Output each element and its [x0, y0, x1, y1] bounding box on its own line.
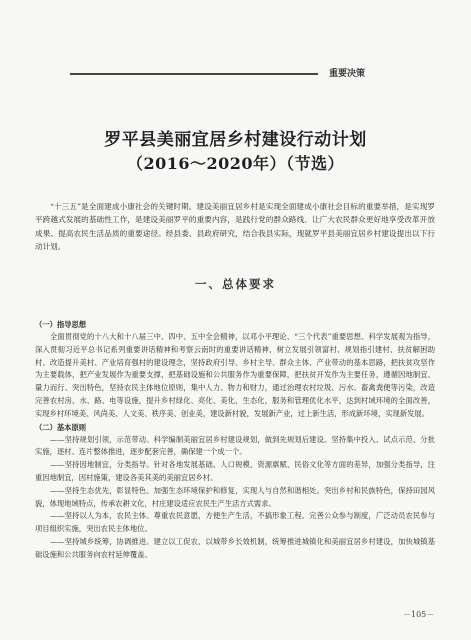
- paragraph: ——坚持以人为本，农民主体。尊重农民意愿，方便生产生活，不搞形象工程。完善公众参与制度，广泛动员农民参与项目组织实施，突出农民主体地位。: [35, 511, 435, 534]
- subsection-heading: （二）基本原则: [35, 422, 87, 432]
- section-heading: 一、总体要求: [195, 277, 276, 291]
- paragraph: ——坚持生态优先，彰显特色。加强生态环境保护和修复，实现人与自然和谐相处。突出乡村和民族特色，保持田园风貌，体现地域特点，传承农耕文化，村庄建设适应农民生产生活方式需求。: [35, 485, 435, 508]
- paragraph: 全面贯彻党的十八大和十八届三中、四中、五中全会精神，以邓小平理论、“三个代表”重要思想、科学发展观为指导，深入贯彻习近平总书记系列重要讲话精神和考察云南时的重要讲话精神，树立发展引领富村、规划指引建村、扶贫解困助村、改造提升美村、产业培育强村的建设理念，坚持政府引导、乡村主导、群众主体、产业带动的基本思路，把扶贫攻坚作为主要载体，把产业发展作为重要支撑，把基础设施和公共服务作为重要保障，把扶贫开发作为主要任务，遵循因地制宜、量力而行、突出特色，坚持农民主体地位原则，集中人力、物力和财力，通过治理农村垃圾、污水、畜禽粪便等污染，改造完善农村房、水、路、电等设施，提升乡村绿化、亮化、美化、生态化，服务和管理优化水平，达到村域环境的全面改善，实现乡村环境美、风尚美、人文美、秩序美、创业美，建设新村貌，发展新产业，过上新生活，形成新环境，实现新发展。: [35, 332, 435, 418]
- document-title: 罗平县美丽宜居乡村建设行动计划: [104, 130, 367, 150]
- page-number: －105－: [403, 610, 435, 619]
- section-tag: 重要决策: [329, 69, 366, 79]
- intro-paragraph: “十三五”是全面建成小康社会的关键时期。建设美丽宜居乡村是实现全面建成小康社会目标的重要举措，是实现罗平跨越式发展的基础性工作，是建设美丽罗平的重要内容，是践行党的群众路线、让广大农民群众更好地享受改革开放成果、提高农民生活品质的重要途径。经县委、县政府研究，结合我县实际，现就罗平县美丽宜居乡村建设提出以下行动计划。: [35, 202, 435, 251]
- body-text: [35, 318, 435, 562]
- paragraph: ——坚持因地制宜，分类指导。针对各地发展基础、人口规模、资源禀赋、民俗文化等方面的差异，加强分类指导，注重因地制宜，因村施策，建设各美其美的美丽宜居乡村。: [35, 460, 435, 482]
- paragraph: ——坚持城乡统筹，协调推进。建立以工促农、以城带乡长效机制，统筹推进城镇化和美丽宜居乡村建设，加快城镇基础设施和公共服务向农村延伸覆盖。: [35, 536, 435, 559]
- subsection-heading: （一）指导思想: [35, 320, 87, 329]
- header-rule: [70, 73, 318, 75]
- document-subtitle: （2016～2020年）（节选）: [126, 154, 345, 173]
- paragraph: ——坚持规划引领，示范带动。科学编制美丽宜居乡村建设规划，做到先规划后建设。坚持集中投入、试点示范、分批实施，逐村、连片整体推进，逐步配套完善，确保建一个成一个。: [35, 434, 435, 457]
